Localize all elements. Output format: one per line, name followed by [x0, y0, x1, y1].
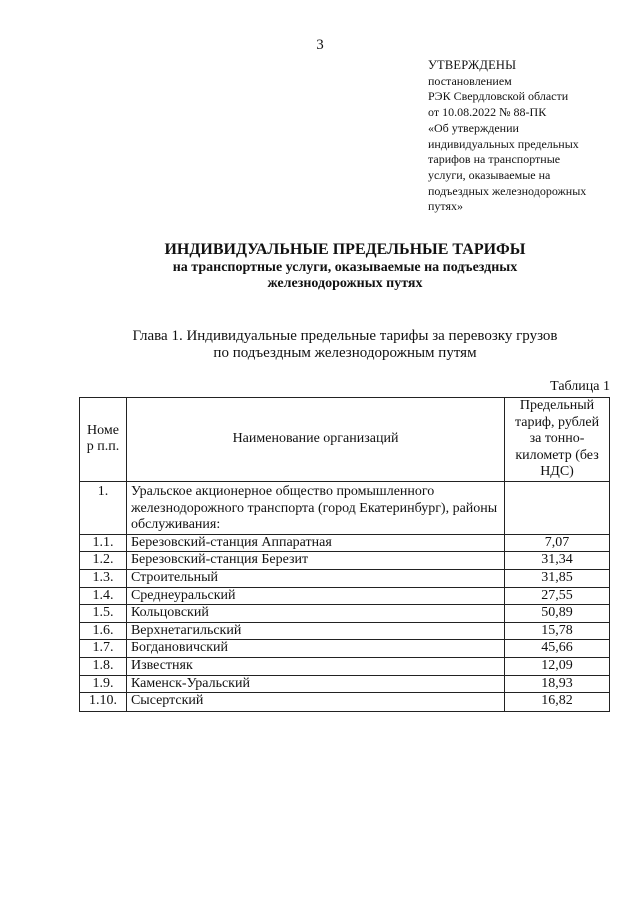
title-line: на транспортные услуги, оказываемые на подъездных	[172, 260, 518, 275]
table-row	[80, 675, 610, 693]
approval-block	[428, 58, 633, 215]
table-row	[80, 552, 610, 570]
row-organization: Березовский-станция Аппаратная	[126, 534, 504, 552]
row-organization: Березовский-станция Березит	[126, 552, 504, 570]
row-tariff: 45,66	[505, 640, 610, 658]
approval-line: подъездных железнодорожных	[428, 183, 587, 198]
tariff-table	[79, 397, 610, 712]
row-tariff: 18,93	[505, 675, 610, 693]
row-tariff: 16,82	[505, 693, 610, 712]
row-tariff: 50,89	[505, 605, 610, 623]
header-organization: Наименование организаций	[126, 398, 504, 482]
row-number: 1.2.	[80, 552, 127, 570]
row-organization: Уральское акционерное общество промышленного железнодорожного транспорта (город Екатеринбург), районы обслуживания:	[126, 481, 504, 534]
header-number: Номе р п.п.	[80, 398, 127, 482]
row-tariff: 31,85	[505, 569, 610, 587]
chapter-line: по подъездным железнодорожным путям	[213, 345, 477, 361]
row-number: 1.1.	[80, 534, 127, 552]
row-number: 1.5.	[80, 605, 127, 623]
approval-heading: УТВЕРЖДЕНЫ	[428, 58, 517, 72]
header-tariff: Предельный тариф, рублей за тонно-километр (без НДС)	[505, 398, 610, 482]
table-row	[80, 605, 610, 623]
table-row	[80, 657, 610, 675]
title-line: железнодорожных путях	[267, 276, 423, 291]
table-row	[80, 534, 610, 552]
document-title	[0, 240, 640, 292]
title-line: ИНДИВИДУАЛЬНЫЕ ПРЕДЕЛЬНЫЕ ТАРИФЫ	[164, 241, 526, 258]
row-number: 1.7.	[80, 640, 127, 658]
approval-line: «Об утверждении	[428, 120, 519, 135]
row-tariff	[505, 481, 610, 534]
approval-line: путях»	[428, 199, 464, 214]
table-caption: Таблица 1	[550, 379, 610, 394]
row-number: 1.9.	[80, 675, 127, 693]
row-number: 1.3.	[80, 569, 127, 587]
row-number: 1.4.	[80, 587, 127, 605]
chapter-heading	[0, 328, 640, 362]
table-row	[80, 622, 610, 640]
page-number: 3	[316, 37, 324, 53]
approval-line: услуги, оказываемые на	[428, 167, 551, 182]
row-organization: Известняк	[126, 657, 504, 675]
table-row	[80, 569, 610, 587]
table-row	[80, 587, 610, 605]
row-number: 1.6.	[80, 622, 127, 640]
approval-line: индивидуальных предельных	[428, 136, 579, 151]
row-tariff: 31,34	[505, 552, 610, 570]
row-tariff: 12,09	[505, 657, 610, 675]
table-row	[80, 693, 610, 712]
approval-line: РЭК Свердловской области	[428, 89, 569, 104]
row-tariff: 7,07	[505, 534, 610, 552]
row-organization: Каменск-Уральский	[126, 675, 504, 693]
row-number: 1.	[80, 481, 127, 534]
row-organization: Среднеуральский	[126, 587, 504, 605]
table-row	[80, 481, 610, 534]
row-number: 1.10.	[80, 693, 127, 712]
row-tariff: 27,55	[505, 587, 610, 605]
approval-line: от 10.08.2022 № 88-ПК	[428, 105, 547, 120]
approval-line: постановлением	[428, 73, 512, 88]
table-row	[80, 640, 610, 658]
row-organization: Строительный	[126, 569, 504, 587]
row-organization: Богдановичский	[126, 640, 504, 658]
approval-line: тарифов на транспортные	[428, 152, 561, 167]
row-number: 1.8.	[80, 657, 127, 675]
chapter-line: Глава 1. Индивидуальные предельные тарифы за перевозку грузов	[132, 328, 558, 344]
table-header-row	[80, 398, 610, 482]
row-organization: Кольцовский	[126, 605, 504, 623]
row-organization: Сысертский	[126, 693, 504, 712]
row-tariff: 15,78	[505, 622, 610, 640]
row-organization: Верхнетагильский	[126, 622, 504, 640]
